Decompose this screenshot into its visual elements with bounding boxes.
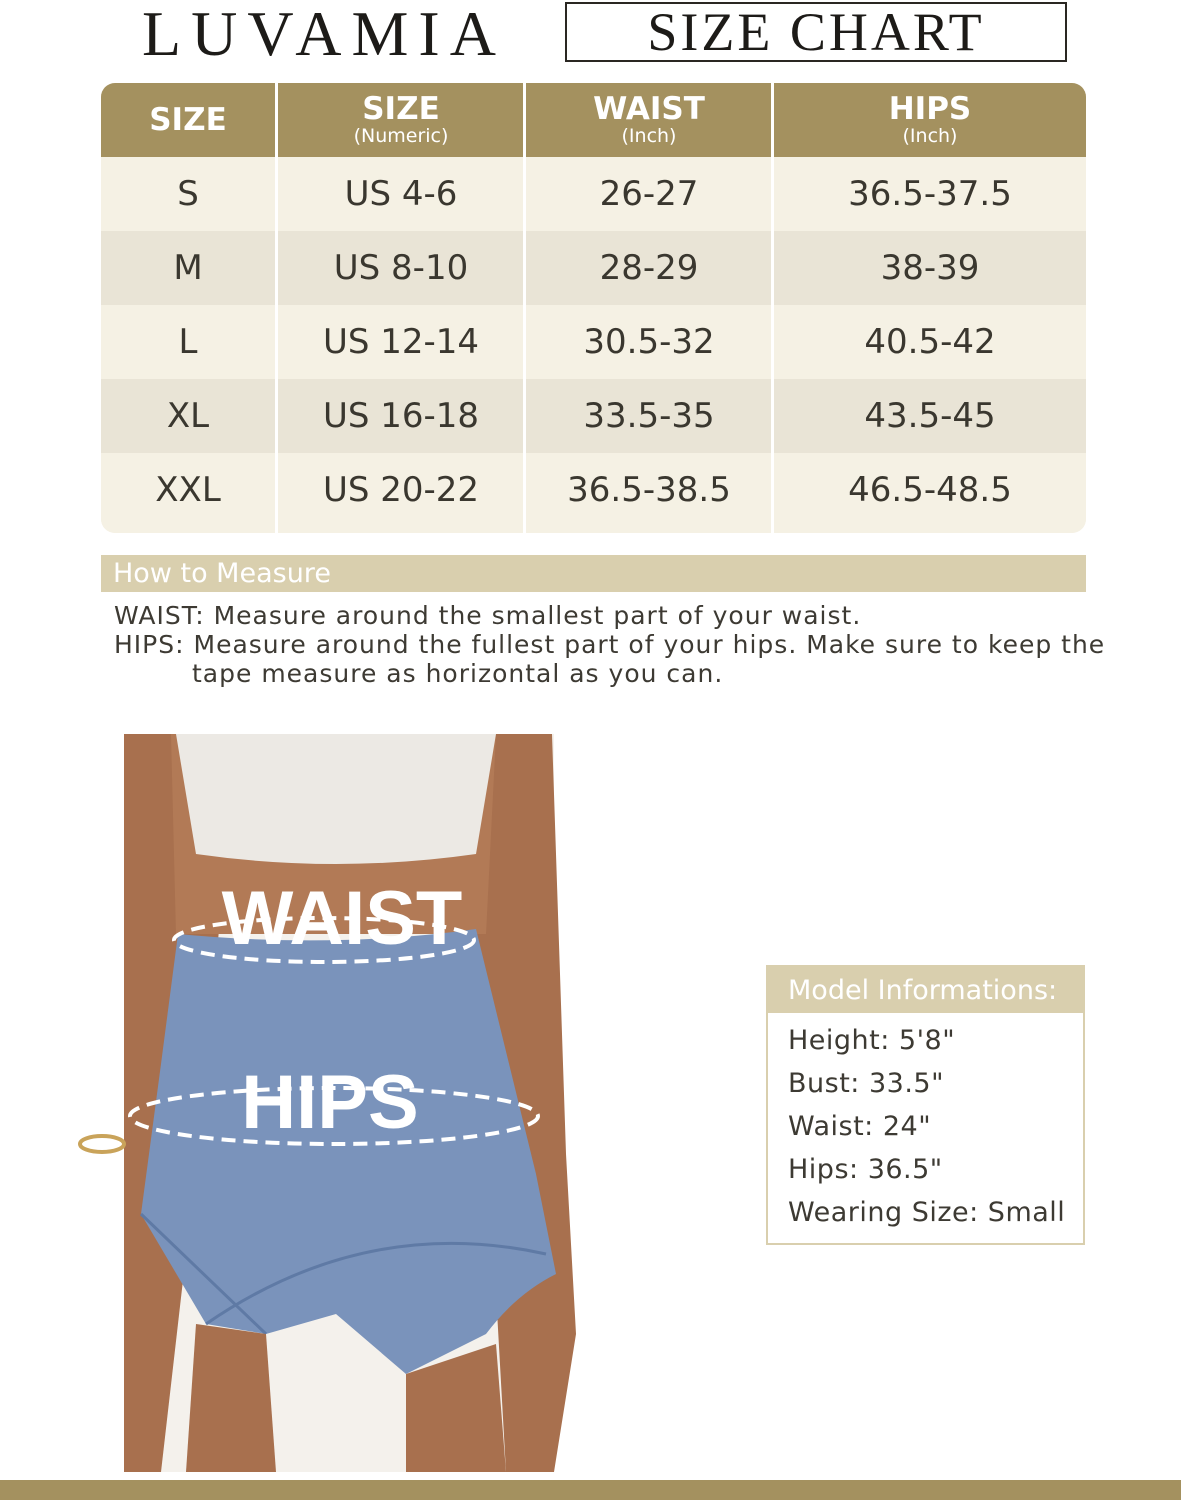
- header-waist-label: WAIST: [593, 91, 705, 127]
- how-to-measure-bar: [101, 555, 1086, 592]
- cell-numeric: US 20-22: [322, 470, 480, 510]
- model-waist: Waist: 24": [788, 1111, 932, 1142]
- table-row: [101, 305, 1086, 379]
- header-hips-sub: (Inch): [902, 125, 958, 147]
- model-info-title: Model Informations:: [788, 974, 1058, 1006]
- header-waist-sub: (Inch): [621, 125, 677, 147]
- header-size-label: SIZE: [149, 102, 227, 138]
- cell-size: L: [178, 322, 198, 362]
- chart-title: SIZE CHART: [647, 2, 985, 62]
- table-row: [101, 379, 1086, 453]
- model-height: Height: 5'8": [788, 1025, 956, 1056]
- header-size-numeric-sub: (Numeric): [353, 125, 449, 147]
- model-hips: Hips: 36.5": [788, 1154, 943, 1185]
- waist-instruction-text: : Measure around the smallest part of your waist.: [195, 601, 862, 630]
- cell-size: XL: [166, 396, 210, 436]
- hips-photo-label: HIPS: [241, 1060, 419, 1145]
- chart-title-box: [565, 2, 1067, 62]
- hips-instruction-text: : Measure around the fullest part of your hips. Make sure to keep the: [175, 630, 1106, 659]
- model-wearing-size: Wearing Size: Small: [788, 1197, 1066, 1228]
- waist-photo-label: WAIST: [221, 876, 463, 961]
- table-row: [101, 453, 1086, 533]
- how-to-measure-title: How to Measure: [113, 557, 331, 589]
- brand-logo: LUVAMIA: [142, 0, 506, 69]
- table-row: [101, 231, 1086, 305]
- hips-instruction-label: HIPS: [114, 630, 176, 659]
- cell-size: S: [177, 174, 199, 214]
- cell-waist: 33.5-35: [583, 396, 715, 436]
- column-divider: [523, 83, 526, 533]
- table-row: [101, 157, 1086, 231]
- column-divider: [275, 83, 278, 533]
- bracelet: [80, 1136, 124, 1152]
- header-hips-label: HIPS: [888, 91, 972, 127]
- cell-waist: 28-29: [599, 248, 699, 288]
- crop-top: [176, 734, 496, 864]
- cell-hips: 38-39: [880, 248, 980, 288]
- cell-waist: 26-27: [599, 174, 699, 214]
- header-hips: [774, 83, 1086, 157]
- hips-instruction-cont: tape measure as horizontal as you can.: [192, 659, 724, 688]
- header-size: [101, 83, 275, 157]
- cell-hips: 43.5-45: [864, 396, 996, 436]
- cell-numeric: US 8-10: [333, 248, 469, 288]
- model-illustration: [66, 734, 582, 1472]
- waist-instruction-label: WAIST: [114, 601, 196, 630]
- cell-hips: 36.5-37.5: [848, 174, 1012, 214]
- waist-instruction: [114, 601, 861, 631]
- model-info-box: [766, 965, 1085, 1245]
- cell-size: XXL: [155, 470, 221, 510]
- column-divider: [771, 83, 774, 533]
- cell-numeric: US 12-14: [322, 322, 480, 362]
- header-waist: [526, 83, 772, 157]
- model-info-header: [768, 967, 1083, 1013]
- cell-waist: 30.5-32: [583, 322, 715, 362]
- cell-numeric: US 4-6: [344, 174, 458, 214]
- model-photo: [66, 734, 582, 1472]
- cell-size: M: [173, 248, 203, 288]
- table-header: [101, 83, 1086, 157]
- bottom-band: [0, 1480, 1181, 1500]
- hips-instruction: [114, 630, 1105, 660]
- header-size-numeric-label: SIZE: [362, 91, 440, 127]
- left-leg: [186, 1324, 276, 1472]
- cell-waist: 36.5-38.5: [567, 470, 731, 510]
- cell-numeric: US 16-18: [322, 396, 480, 436]
- model-bust: Bust: 33.5": [788, 1068, 945, 1099]
- cell-hips: 46.5-48.5: [848, 470, 1012, 510]
- cell-hips: 40.5-42: [864, 322, 996, 362]
- size-table: [101, 83, 1086, 533]
- header-size-numeric: [278, 83, 524, 157]
